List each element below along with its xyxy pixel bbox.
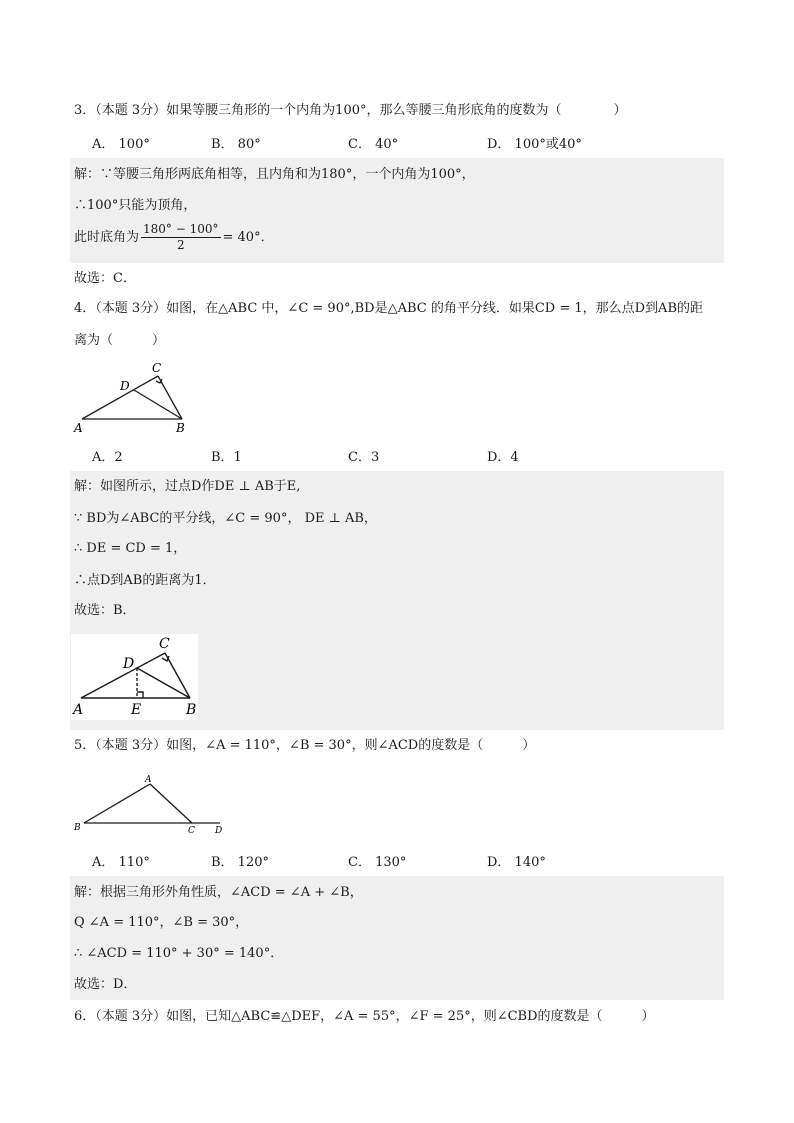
q4-sol-line2: ∵ BD为∠ABC的平分线，∠C = 90°， DE ⊥ AB， (74, 511, 377, 526)
q5-option-b: B． 120° (211, 855, 269, 870)
q4-stem-line1: 4．（本题 3分）如图，在△ABC 中，∠C = 90°,BD是△ABC 的角平分线．如果CD = 1，那么点D到AB的距 (74, 301, 704, 316)
q4-solution-figure (71, 634, 198, 720)
q4-solfig-label-e: E (131, 702, 142, 718)
q4-option-a: A．2 (92, 450, 123, 465)
q4-options (92, 446, 692, 466)
q5-sol-line3: ∴ ∠ACD = 110° + 30° = 140°． (74, 946, 284, 961)
q5-fig-label-c: C (188, 826, 195, 836)
q4-fig-label-b: B (176, 421, 185, 435)
q5-sol-line1: 解：根据三角形外角性质，∠ACD = ∠A + ∠B， (74, 885, 363, 900)
q5-option-d: D． 140° (487, 855, 546, 870)
q5-options (92, 851, 692, 871)
q4-fig-label-c: C (152, 361, 162, 375)
q4-option-d: D．4 (487, 450, 519, 465)
q3-option-d: D． 100°或40° (487, 137, 582, 152)
q5-sol-line4: 故选：D． (74, 977, 137, 992)
q5-fig-label-b: B (74, 823, 81, 833)
q3-sol-line1: 解：∵等腰三角形两底角相等，且内角和为180°，一个内角为100°， (74, 167, 475, 182)
q4-solution (70, 471, 724, 730)
q3-sol-line3-pre: 此时底角为 (74, 230, 140, 245)
q5-fig-label-d: D (215, 826, 223, 836)
q3-sol-fraction-num: 180° − 100° (143, 222, 219, 236)
q4-solfig-label-d: D (123, 656, 135, 672)
q4-stem-line2: 离为（ ） (74, 333, 166, 348)
q3-sol-fraction (141, 222, 221, 253)
q5-option-c: C． 130° (348, 855, 407, 870)
q6-stem: 6．（本题 3分）如图，已知△ABC≌△DEF，∠A = 55°，∠F = 25°，则∠CBD的度数是（ ） (74, 1009, 655, 1024)
q5-stem: 5．（本题 3分）如图，∠A = 110°，∠B = 30°，则∠ACD的度数是（ ） (74, 738, 536, 753)
q4-solfig-label-b: B (186, 702, 197, 718)
q4-option-c: C．3 (348, 450, 380, 465)
q4-sol-line5: 故选：B． (74, 603, 136, 618)
q4-sol-line4: ∴点D到AB的距离为1． (74, 573, 216, 588)
q4-fig-label-a: A (74, 421, 83, 435)
q3-sol-fraction-den: 2 (176, 238, 185, 252)
q4-sol-line1: 解：如图所示，过点D作DE ⊥ AB于E, (74, 479, 301, 494)
q3-options (92, 133, 692, 153)
q3-sol-line2: ∴100°只能为顶角， (74, 198, 197, 213)
q4-figure (70, 357, 200, 437)
q3-option-b: B． 80° (211, 137, 261, 152)
q3-sol-line4: 故选：C． (74, 271, 136, 286)
q3-sol-line3-post: = 40°． (222, 230, 274, 245)
q5-solution (70, 876, 724, 1000)
q3-solution (70, 158, 724, 263)
q3-sol-line3 (74, 222, 274, 253)
q4-option-b: B．1 (211, 450, 242, 465)
q5-fig-label-a: A (145, 775, 152, 785)
q3-option-c: C． 40° (348, 137, 399, 152)
q4-solfig-label-a: A (73, 702, 84, 718)
q4-fig-label-d: D (120, 379, 130, 393)
q4-solfig-label-c: C (159, 636, 170, 652)
q3-option-a: A． 100° (92, 137, 150, 152)
q5-figure (70, 770, 230, 838)
q5-option-a: A． 110° (92, 855, 150, 870)
q3-stem: 3．（本题 3分）如果等腰三角形的一个内角为100°，那么等腰三角形底角的度数为（ ） (74, 103, 627, 118)
q4-sol-line3: ∴ DE = CD = 1， (74, 541, 187, 556)
q5-sol-line2: Q ∠A = 110°，∠B = 30°， (74, 915, 249, 930)
